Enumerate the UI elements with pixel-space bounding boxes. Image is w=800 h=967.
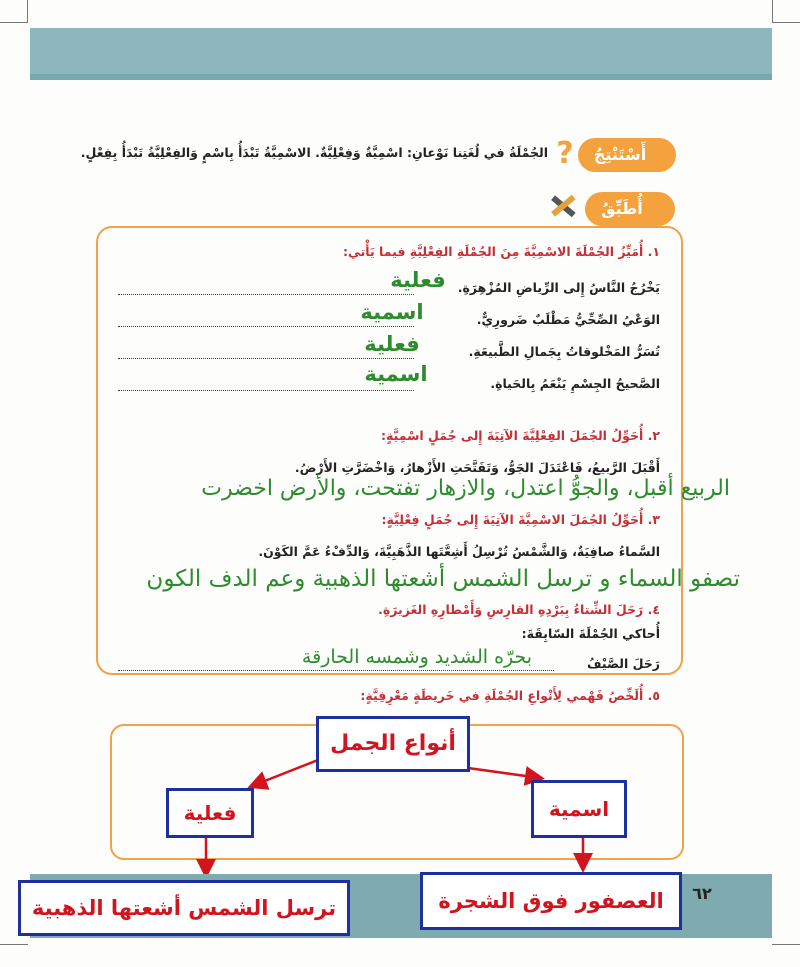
concept-right-node: اسمية (531, 780, 627, 838)
q2-title: ٢. أُحَوِّلُ الجُمَلَ الفِعْلِيَّةَ الآتِيَةَ إِلى جُمَلٍ اسْمِيَّةٍ: (381, 428, 660, 443)
q4-title: ٤. رَحَلَ الشِّتاءُ بِبَرْدِهِ القارِسِ وَأَمْطارِهِ الغَزيرَةِ. (378, 602, 660, 617)
conclude-text: الجُمْلَةُ في لُغَتِنا نَوْعانِ: اسْمِيَّةٌ وَفِعْلِيَّةٌ. الاسْمِيَّةُ تَبْدَأُ بِاسْمٍ وَالفِعْلِيَّةُ تَبْدَأُ بِفِعْلٍ. (80, 145, 548, 160)
concept-left-example: ترسل الشمس أشعتها الذهبية (18, 880, 350, 936)
concept-right-example: العصفور فوق الشجرة (420, 872, 682, 930)
q1-sentence-1: يَخْرُجُ النَّاسُ إِلى الرِّياضِ المُزْهِرَةِ. (457, 280, 660, 295)
page-number: ٦٢ (692, 884, 712, 903)
q1-sentence-2: الوَعْيُ الصِّحِّيُّ مَطْلَبٌ ضَرورِيٌّ. (476, 312, 660, 327)
concept-root-box: أنواع الجمل (316, 716, 470, 772)
arrow-to-right-node (468, 768, 540, 778)
q1-sentence-4: الصَّحيحُ الجِسْمِ يَنْعَمُ بِالحَياةِ. (490, 376, 660, 391)
q4-prefix: رَحَلَ الصَّيْفُ (587, 656, 660, 671)
q1-sentence-3: تُسَرُّ المَخْلوقاتُ بِجَمالِ الطَّبيعَةِ. (468, 344, 660, 359)
q1-answer-3: فعلية (364, 332, 420, 356)
q3-title: ٣. أُحَوِّلُ الجُمَلَ الاسْمِيَّةَ الآتِيَةَ إِلى جُمَلٍ فِعْلِيَّةٍ: (381, 512, 660, 527)
q1-answer-4: اسمية (364, 362, 428, 386)
conclude-label: أَسْتَنْتِجُ (593, 145, 647, 164)
q1-title: ١. أُمَيِّزُ الجُمْلَةَ الاسْمِيَّةَ مِنَ الجُمْلَةِ الفِعْلِيَّةِ فيما يَأْتي: (342, 244, 660, 259)
q1-answer-2: اسمية (360, 300, 424, 324)
q2-answer: الربيع أقبل، والجوُّ اعتدل، والازهار تفتحت، والأرض اخضرت (201, 476, 730, 501)
q1-answer-1: فعلية (390, 268, 446, 292)
q4-answer: بحرّه الشديد وشمسه الحارقة (301, 646, 533, 668)
apply-label: أُطَبِّقُ (601, 199, 643, 218)
q5-title: ٥. أُلَخِّصُ فَهْمي لِأَنْواعِ الجُمْلَةِ في خَريطَةٍ مَعْرِفِيَّةٍ: (360, 688, 660, 703)
q4-subtitle: أُحاكي الجُمْلَةَ السّابِقَةَ: (521, 626, 660, 641)
q3-answer: تصفو السماء و ترسل الشمس أشعتها الذهبية وعم الدف الكون (146, 566, 740, 592)
q2-sentence: أَقْبَلَ الرَّبيعُ، فَاعْتَدَلَ الجَوُّ، وَتَفَتَّحَتِ الأَزْهارُ، وَاخْضَرَّتِ الأَرْضُ. (294, 460, 660, 475)
question-icon: ? (556, 136, 574, 171)
concept-left-node: فعلية (166, 788, 254, 838)
arrow-to-left-node (252, 760, 318, 786)
q3-sentence: السَّماءُ صافِيَةٌ، وَالشَّمْسُ تُرْسِلُ أَشِعَّتَها الذَّهَبِيَّةَ، وَالدِّفْءُ عَمَّ الكَوْنَ. (258, 544, 660, 559)
